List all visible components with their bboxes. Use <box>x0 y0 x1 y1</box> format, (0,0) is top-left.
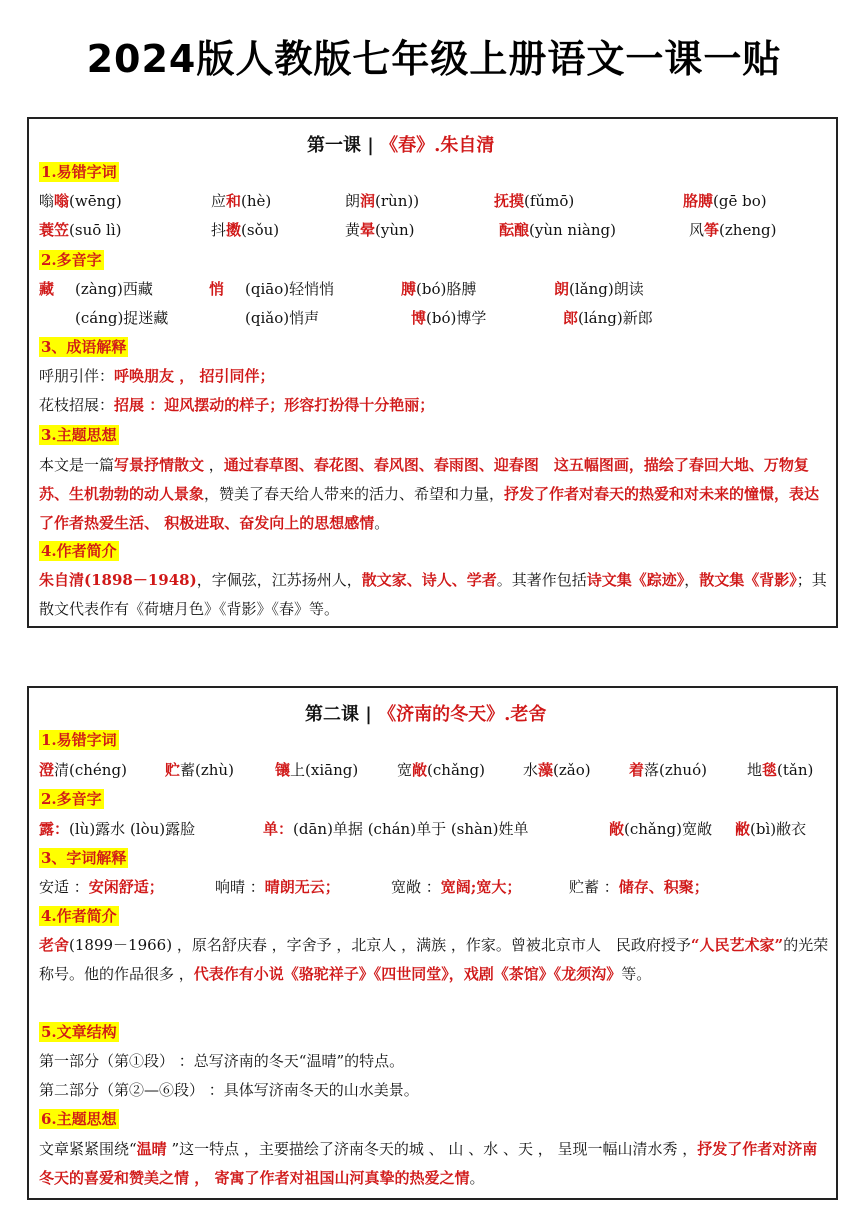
author-paragraph: 老舍(1899－1966) ，原名舒庆春 ，字舍予 ，北京人 ，满族 ，作家。曾被北京市人 民政府授予“人民艺术家”的光荣称号。他的作品很多 ，代表作有小说《骆驼祥子》《四世同堂》，戏剧《茶馆》《龙须沟》等。 <box>39 936 829 983</box>
vocab-item: 安适 ：安闲舒适； <box>39 878 164 896</box>
vocab-item: 贮蓄 ：储存、积聚； <box>569 878 709 896</box>
lesson-number: 第二课 | <box>305 704 372 725</box>
polyphone-item: 敝(bì)敝衣 <box>735 820 807 838</box>
polyphone-reading: (qiāo)轻悄悄 <box>245 280 335 298</box>
structure-item: 第一部分（第①段） ：总写济南的冬天“温晴”的特点。 <box>39 1052 405 1070</box>
word-item: 抚摸(fǔmō) <box>494 192 575 210</box>
polyphone-reading: (qiǎo)悄声 <box>245 309 320 327</box>
word-item: 嗡嗡(wēng) <box>39 192 122 210</box>
section-structure-title: 5.文章结构 <box>41 1023 117 1041</box>
word-item: 镶上(xiāng) <box>275 761 359 779</box>
author-paragraph: 朱自清(1898－1948)，字佩弦，江苏扬州人，散文家、诗人、学者。其著作包括诗文集《踪迹》，散文集《背影》；其散文代表作有《荷塘月色》《背影》《春》等。 <box>39 571 827 618</box>
word-item: 贮蓄(zhù) <box>165 761 234 779</box>
section-author-title: 4.作者简介 <box>41 907 117 925</box>
word-item: 应和(hè) <box>211 192 272 210</box>
word-item: 着落(zhuó) <box>629 761 707 779</box>
lesson-title: 《济南的冬天》.老舍 <box>378 704 547 725</box>
word-item: 水藻(zǎo) <box>523 761 591 779</box>
polyphone-reading: 郎(láng)新郎 <box>563 309 653 327</box>
word-item: 胳膊(gē bo) <box>683 192 767 210</box>
vocab-item: 响晴 ：晴朗无云； <box>215 878 340 896</box>
idiom-item: 呼朋引伴：呼唤朋友 ， 招引同伴； <box>39 367 275 385</box>
word-item: 黄晕(yùn) <box>345 221 415 239</box>
lesson-two-heading <box>305 700 546 726</box>
theme-paragraph: 文章紧紧围绕“温晴 ”这一特点 ，主要描绘了济南冬天的城 、 山 、水 、天 ， 呈现一幅山清水秀 ，抒发了作者对济南冬天的喜爱和赞美之情 ， 寄寓了作者对祖国山河真挚的热爱之情。 <box>39 1140 818 1187</box>
lesson-one-card <box>27 117 838 628</box>
section-theme-title: 6.主题思想 <box>41 1110 117 1128</box>
polyphone-reading: 膊(bó)胳膊 <box>401 280 477 298</box>
theme-paragraph: 本文是一篇写景抒情散文 ，通过春草图、春花图、春风图、春雨图、迎春图 这五幅图画，描绘了春回大地、万物复苏、生机勃勃的动人景象，赞美了春天给人带来的活力、希望和力量，抒发了作者对春天的热爱和对未来的憧憬，表达了作者热爱生活、 积极进取、奋发向上的思想感情。 <box>39 456 820 532</box>
word-item: 蓑笠(suō lì) <box>39 221 122 239</box>
lesson-two-card <box>27 686 838 1200</box>
polyphone-reading: (cáng)捉迷藏 <box>75 309 169 327</box>
word-item: 风筝(zheng) <box>689 221 777 239</box>
lesson-number: 第一课 | <box>307 135 374 156</box>
lesson-one-heading <box>307 131 494 157</box>
word-item: 地毯(tǎn) <box>747 761 814 779</box>
word-item: 朗润(rùn)) <box>345 192 420 210</box>
word-item: 酝酿(yùn niàng) <box>499 221 616 239</box>
section-vocab-title: 3、字词解释 <box>41 849 127 867</box>
polyphone-char: 悄 <box>209 280 225 298</box>
section-author-title: 4.作者简介 <box>41 542 117 560</box>
polyphone-item: 露：(lù)露水 (lòu)露脸 <box>39 820 196 838</box>
section-idiom-title: 3、成语解释 <box>41 338 127 356</box>
structure-item: 第二部分（第②—⑥段） ：具体写济南冬天的山水美景。 <box>39 1081 419 1099</box>
polyphone-item: 敞(chǎng)宽敞 <box>609 820 712 838</box>
polyphone-char: 藏 <box>39 280 55 298</box>
polyphone-reading: 朗(lǎng)朗读 <box>554 280 644 298</box>
section-typos-title: 1.易错字词 <box>41 731 117 749</box>
word-item: 抖擞(sǒu) <box>211 221 280 239</box>
section-theme-title: 3.主题思想 <box>41 426 117 444</box>
vocab-item: 宽敞 ：宽阔;宽大； <box>391 878 522 896</box>
lesson-title: 《春》.朱自清 <box>380 135 495 156</box>
section-typos-title: 1.易错字词 <box>41 163 117 181</box>
word-item: 澄清(chéng) <box>39 761 127 779</box>
section-polyphone-title: 2.多音字 <box>41 251 102 269</box>
page-title: 2024版人教版七年级上册语文一课一贴 <box>86 37 782 81</box>
polyphone-reading: 博(bó)博学 <box>411 309 487 327</box>
section-polyphone-title: 2.多音字 <box>41 790 102 808</box>
polyphone-reading: (zàng)西藏 <box>75 280 153 298</box>
idiom-item: 花枝招展：招展 ：迎风摆动的样子；形容打扮得十分艳丽； <box>39 396 435 414</box>
word-item: 宽敞(chǎng) <box>397 761 486 779</box>
polyphone-item: 单：(dān)单据 (chán)单于 (shàn)姓单 <box>263 820 529 838</box>
